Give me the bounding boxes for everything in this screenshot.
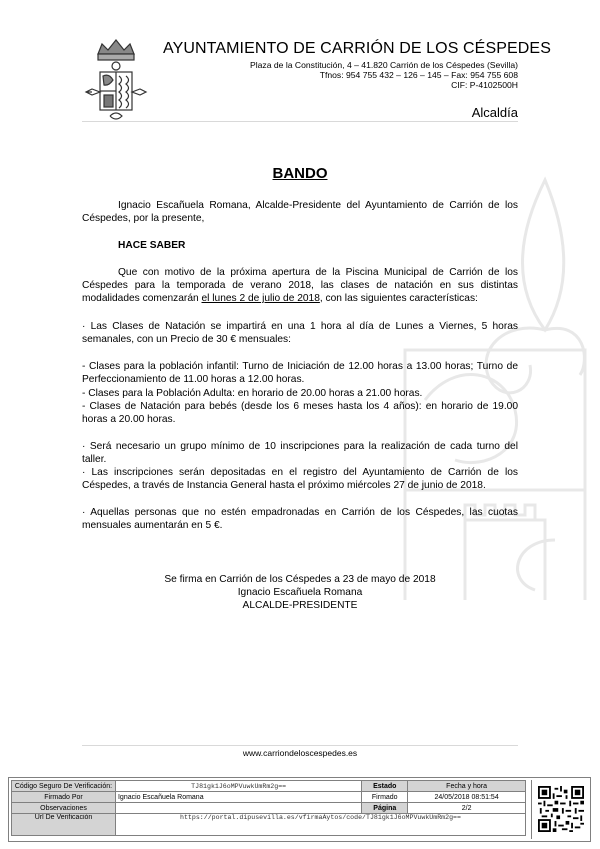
document-title: BANDO: [272, 165, 328, 182]
observaciones-value: [115, 803, 361, 814]
intro-paragraph: Ignacio Escañuela Romana, Alcalde-Presidente del Ayuntamiento de Carrión de los Céspedes, por la presente,: [82, 200, 518, 225]
website-link[interactable]: www.carriondeloscespedes.es: [242, 748, 358, 758]
motivo-text-post: , con las siguientes características:: [319, 293, 478, 305]
motivo-paragraph: [82, 266, 518, 306]
clases-general-paragraph: · Las Clases de Natación se impartirá en una 1 hora al día de Lunes a Viernes, 5 horas semanales, con un Precio de 30 € mensuales:: [82, 321, 518, 346]
verification-box: [8, 777, 591, 842]
empadronadas-paragraph: · Aquellas personas que no estén empadronadas en Carrión de los Céspedes, las cuotas mensuales aumentarán en 5 €.: [82, 507, 518, 532]
url-value[interactable]: https://portal.dipusevilla.es/vfirmaAytos/code/TJ81gk1J6oMPVuwkUmRm2g==: [115, 814, 525, 836]
table-row: [12, 792, 526, 803]
department-label: Alcaldía: [471, 105, 518, 120]
fecha-hora-value: 24/05/2018 08:51:54: [408, 792, 526, 803]
csv-value: TJ81gk1J6oMPVuwkUmRm2g==: [115, 781, 361, 792]
signature-name: Ignacio Escañuela Romana: [237, 587, 363, 598]
clases-adulta-item: - Clases para la Población Adulta: en horario de 20.00 horas a 21.00 horas.: [82, 388, 423, 399]
address: Plaza de la Constitución, 4 – 41.820 Carrión de los Céspedes (Sevilla): [250, 60, 518, 70]
qr-code-icon[interactable]: [538, 786, 584, 832]
firmado-por-value: Ignacio Escañuela Romana: [115, 792, 361, 803]
table-row: [12, 781, 526, 792]
grupo-minimo-paragraph: · Será necesario un grupo mínimo de 10 inscripciones para la realización de cada turno del taller.: [82, 441, 518, 466]
clases-bebes-item: - Clases de Natación para bebés (desde los 6 meses hasta los 4 años): en horario de 19.00 horas a 20.00 horas.: [82, 401, 518, 426]
phones: Tfnos: 954 755 432 – 126 – 145 – Fax: 954 755 608: [319, 70, 518, 80]
motivo-text-pre: Que con motivo de la próxima apertura de la Piscina Municipal de Carrión de los Céspedes para la temporada de verano 2018, las clases de natación en sus distintas modalidades comenzarán: [82, 267, 518, 305]
signature-role: ALCALDE-PRESIDENTE: [242, 600, 358, 611]
hace-saber-heading: HACE SABER: [118, 240, 186, 251]
start-date: el lunes 2 de julio de 2018: [201, 293, 320, 305]
estado-value: Firmado: [362, 792, 408, 803]
pagina-value: 2/2: [408, 803, 526, 814]
url-label: Url De Verificación: [12, 814, 116, 836]
organization-title: AYUNTAMIENTO DE CARRIÓN DE LOS CÉSPEDES: [163, 40, 551, 57]
pagina-label: Página: [362, 803, 408, 814]
footer-divider: [82, 745, 518, 746]
table-row: [12, 803, 526, 814]
header-divider: [82, 121, 518, 122]
verification-table: [11, 780, 526, 836]
inscripciones-paragraph: · Las inscripciones serán depositadas en el registro del Ayuntamiento de Carrión de los Céspedes, a través de Instancia General hasta el próximo miércoles 27 de junio de 2018.: [82, 467, 518, 492]
clases-infantil-item: - Clases para la población infantil: Turno de Iniciación de 12.00 horas a 13.00 horas; Turno de Perfeccionamiento de 11.00 horas a 12.00 horas.: [82, 361, 518, 386]
fecha-hora-label: Fecha y hora: [408, 781, 526, 792]
firmado-por-label: Firmado Por: [12, 792, 116, 803]
observaciones-label: Observaciones: [12, 803, 116, 814]
estado-label: Estado: [362, 781, 408, 792]
csv-label: Código Seguro De Verificación:: [12, 781, 116, 792]
signature-place-date: Se firma en Carrión de los Céspedes a 23 de mayo de 2018: [164, 574, 436, 585]
table-row: [12, 814, 526, 836]
cif: CIF: P-4102500H: [451, 80, 518, 90]
coat-of-arms-icon: [84, 36, 148, 126]
qr-code-container: [531, 780, 589, 839]
